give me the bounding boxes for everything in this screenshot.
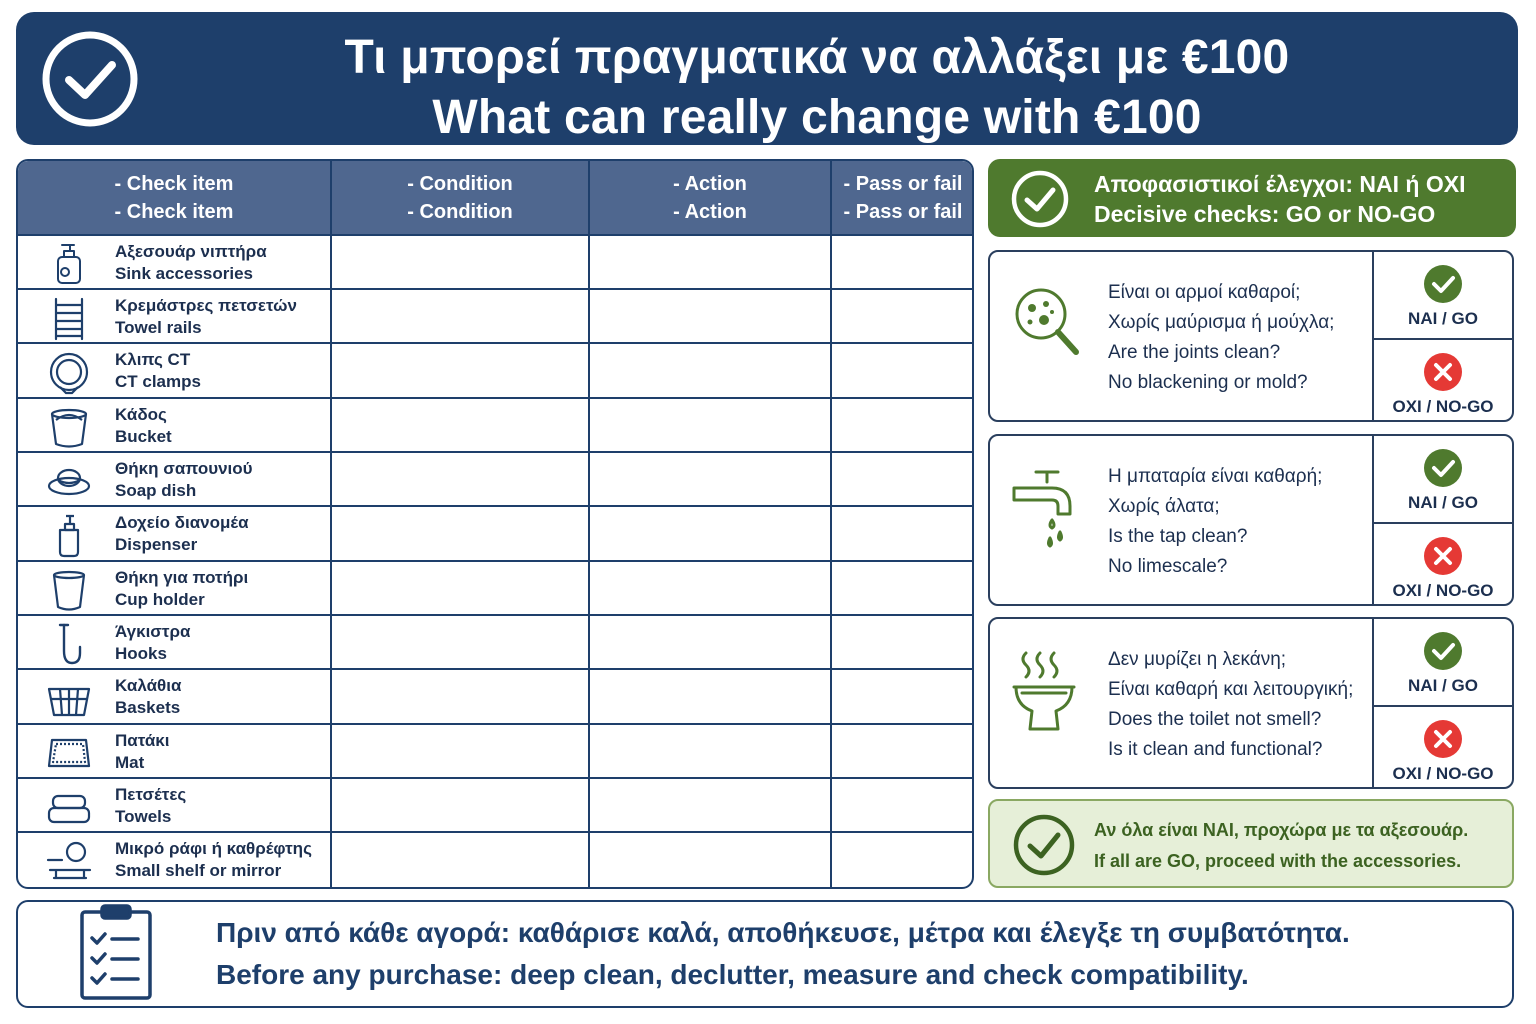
check-question-line: Είναι οι αρμοί καθαροί; <box>1108 282 1301 303</box>
check-question-line: No limescale? <box>1108 556 1228 577</box>
row-label-english: Baskets <box>115 698 181 717</box>
row-label-greek: Θήκη σαπουνιού <box>115 459 253 478</box>
table-row <box>18 725 330 779</box>
check-question-line: Are the joints clean? <box>1108 342 1281 363</box>
column-header-check-item: - Check item - Check item <box>114 172 234 223</box>
nogo-option[interactable] <box>1374 524 1512 610</box>
row-label-english: Cup holder <box>115 590 205 609</box>
decisive-title-english: Decisive checks: GO or NO-GO <box>1094 201 1436 227</box>
table-header <box>18 161 972 234</box>
green-check-icon <box>1423 264 1463 304</box>
footer-greek: Πριν από κάθε αγορά: καθάρισε καλά, αποθήκευσε, μέτρα και έλεγξε τη συμβατότητα. <box>216 917 1350 948</box>
check-question-line: Χωρίς άλατα; <box>1108 496 1220 517</box>
row-label-english: Hooks <box>115 644 167 663</box>
red-cross-icon <box>1423 352 1463 392</box>
summary-greek: Αν όλα είναι ΝΑΙ, προχώρα με τα αξεσουάρ. <box>1094 820 1469 840</box>
row-label-greek: Κρεμάστρες πετσετών <box>115 296 297 315</box>
row-label-english: Dispenser <box>115 535 198 554</box>
row-label-english: Bucket <box>115 427 172 446</box>
table-row <box>18 290 330 344</box>
table-row <box>18 670 330 724</box>
check-question-line: Does the toilet not smell? <box>1108 709 1322 730</box>
row-label-english: Sink accessories <box>115 264 253 283</box>
page-title-greek: Τι μπορεί πραγματικά να αλλάξει με €100 <box>344 31 1290 84</box>
column-header-condition: - Condition - Condition <box>407 172 513 223</box>
table-row <box>18 399 330 453</box>
check-question-line: Η μπαταρία είναι καθαρή; <box>1108 466 1323 487</box>
red-cross-icon <box>1423 719 1463 759</box>
go-label: ΝΑΙ / GO <box>1408 676 1478 695</box>
check-card-tap <box>988 434 1514 606</box>
go-option[interactable] <box>1374 619 1512 705</box>
check-question-line: Is the tap clean? <box>1108 526 1248 547</box>
row-label-english: CT clamps <box>115 372 201 391</box>
soap-bottle-icon <box>46 241 92 287</box>
summary-box <box>988 799 1514 888</box>
row-label-greek: Κλιπς CT <box>115 350 191 369</box>
summary-english: If all are GO, proceed with the accessories. <box>1094 851 1462 871</box>
footer-note <box>16 900 1514 1008</box>
green-check-icon <box>1423 631 1463 671</box>
table-row <box>18 779 330 833</box>
page-title-english: What can really change with €100 <box>432 91 1202 144</box>
clipboard-checklist-icon <box>76 902 156 1002</box>
soap-dish-icon <box>46 458 92 504</box>
table-row <box>18 507 330 561</box>
column-header-pass-fail: - Pass or fail - Pass or fail <box>843 172 963 223</box>
table-row <box>18 453 330 507</box>
decisive-title-greek: Αποφασιστικοί έλεγχοι: ΝΑΙ ή ΟΧΙ <box>1094 171 1466 197</box>
faucet-icon <box>1008 466 1088 556</box>
row-label-greek: Κάδος <box>115 405 167 424</box>
row-label-greek: Πατάκι <box>115 731 170 750</box>
nogo-label: ΟΧΙ / NO-GO <box>1392 581 1494 600</box>
row-label-greek: Θήκη για ποτήρι <box>115 568 249 587</box>
go-option[interactable] <box>1374 436 1512 522</box>
bucket-icon <box>46 404 92 450</box>
row-label-english: Towels <box>115 807 172 826</box>
row-label-greek: Δοχείο διανομέα <box>115 513 249 532</box>
check-circle-icon <box>40 29 140 129</box>
page-header <box>16 12 1518 145</box>
check-question-line: Δεν μυρίζει η λεκάνη; <box>1108 649 1287 670</box>
nogo-label: ΟΧΙ / NO-GO <box>1392 397 1494 416</box>
footer-english: Before any purchase: deep clean, declutter, measure and check compatibility. <box>216 959 1249 990</box>
check-question-line: Is it clean and functional? <box>1108 739 1323 760</box>
row-label-greek: Μικρό ράφι ή καθρέφτης <box>115 839 312 858</box>
check-card-joints <box>988 250 1514 422</box>
table-row <box>18 344 330 398</box>
check-circle-icon <box>1010 169 1070 229</box>
row-label-english: Small shelf or mirror <box>115 861 282 880</box>
nogo-label: ΟΧΙ / NO-GO <box>1392 764 1494 783</box>
nogo-option[interactable] <box>1374 707 1512 793</box>
table-row <box>18 562 330 616</box>
folded-towels-icon <box>46 784 92 830</box>
row-label-english: Mat <box>115 753 145 772</box>
mat-icon <box>46 730 92 776</box>
go-label: ΝΑΙ / GO <box>1408 493 1478 512</box>
dispenser-icon <box>46 512 92 558</box>
check-card-toilet <box>988 617 1514 789</box>
table-row <box>18 236 330 290</box>
row-label-greek: Άγκιστρα <box>115 622 191 641</box>
hook-icon <box>46 621 92 667</box>
towel-rail-icon <box>46 295 92 341</box>
checklist-table <box>16 159 974 889</box>
clamp-ring-icon <box>46 349 92 395</box>
basket-icon <box>46 675 92 721</box>
check-question-line: Είναι καθαρή και λειτουργική; <box>1108 679 1354 700</box>
row-label-greek: Καλάθια <box>115 676 182 695</box>
go-label: ΝΑΙ / GO <box>1408 309 1478 328</box>
nogo-option[interactable] <box>1374 340 1512 426</box>
row-label-greek: Πετσέτες <box>115 785 187 804</box>
toilet-odor-icon <box>1008 649 1088 739</box>
check-circle-icon <box>1012 813 1076 877</box>
table-row <box>18 616 330 670</box>
shelf-mirror-icon <box>46 838 92 884</box>
go-option[interactable] <box>1374 252 1512 338</box>
check-question-line: No blackening or mold? <box>1108 372 1308 393</box>
row-label-english: Soap dish <box>115 481 197 500</box>
column-header-action: - Action - Action <box>673 172 747 223</box>
table-row <box>18 833 330 887</box>
row-label-english: Towel rails <box>115 318 202 337</box>
decisive-checks-header <box>988 159 1516 237</box>
cup-icon <box>46 567 92 613</box>
green-check-icon <box>1423 448 1463 488</box>
red-cross-icon <box>1423 536 1463 576</box>
magnifier-mold-icon <box>1008 282 1088 372</box>
row-label-greek: Αξεσουάρ νιπτήρα <box>115 242 267 261</box>
check-question-line: Χωρίς μαύρισμα ή μούχλα; <box>1108 312 1335 333</box>
